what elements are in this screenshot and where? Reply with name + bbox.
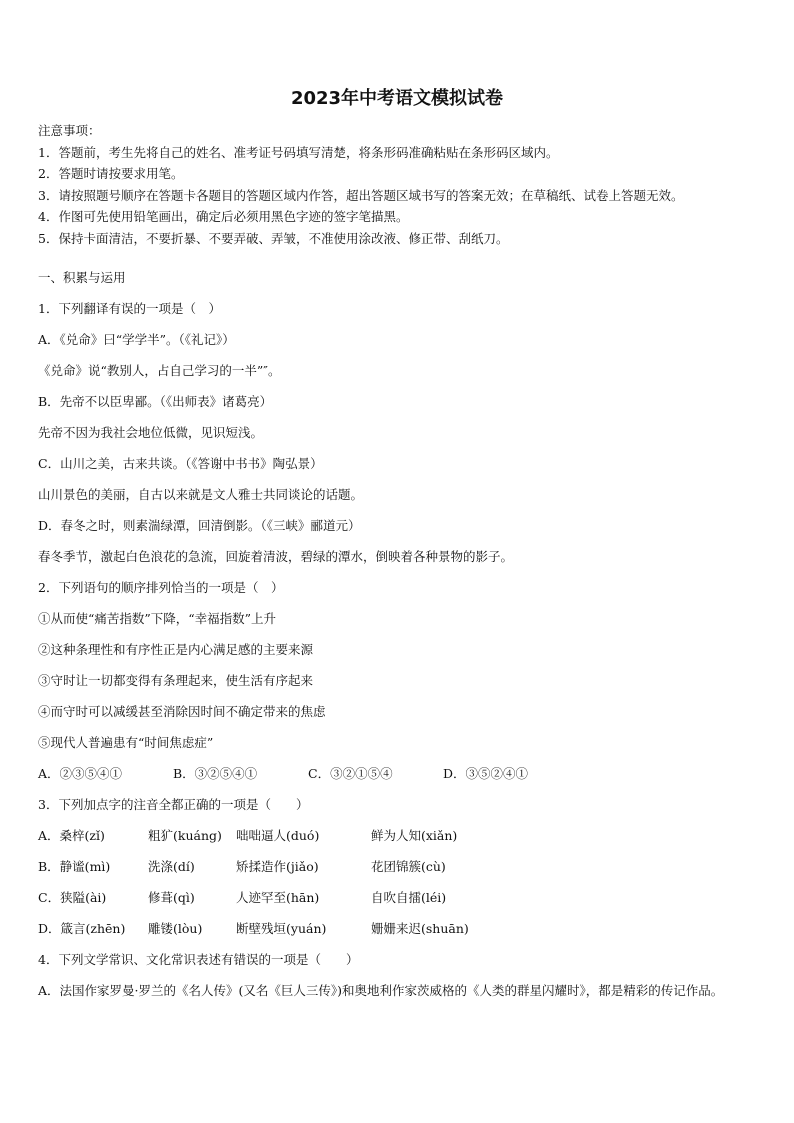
q2-line: ④而守时可以减缓甚至消除因时间不确定带来的焦虑 [38, 704, 326, 719]
q3-cell: 花团锦簇(cù) [371, 859, 446, 874]
q2-option-c: C．③②①⑤④ [308, 766, 393, 781]
notice-item: 3．请按照题号顺序在答题卡各题目的答题区域内作答，超出答题区域书写的答案无效；在草稿纸、试卷上答题无效。 [38, 187, 684, 203]
q3-cell: 咄咄逼人(duó) [236, 828, 320, 843]
q2-options [38, 758, 768, 789]
q3-cell: 鲜为人知(xiǎn) [371, 828, 458, 843]
q2-line: ②这种条理性和有序性正是内心满足感的主要来源 [38, 642, 314, 657]
notice-item: 2．答题时请按要求用笔。 [38, 166, 184, 181]
q3-cell: 人迹罕至(hān) [236, 890, 320, 905]
q2-option-a: A．②③⑤④① [38, 766, 123, 781]
q3-cell: 粗犷(kuáng) [148, 828, 222, 843]
q3-cell: C．狭隘(ài) [38, 890, 107, 905]
q3-cell: D．箴言(zhēn) [38, 921, 126, 936]
q3-option-row-a [38, 820, 768, 851]
q3-cell: A．桑梓(zǐ) [38, 828, 105, 843]
q3-cell: 自吹自擂(léi) [371, 890, 447, 905]
q2-line: ①从而使“痛苦指数”下降，“幸福指数”上升 [38, 611, 277, 626]
q3-cell: 矫揉造作(jiǎo) [236, 859, 319, 874]
q2-option-b: B．③②⑤④① [173, 766, 258, 781]
notice-item: 4．作图可先使用铅笔画出，确定后必须用黑色字迹的签字笔描黑。 [38, 209, 409, 224]
q3-cell: 姗姗来迟(shuān) [371, 921, 469, 936]
notice-heading: 注意事项： [38, 123, 101, 138]
notice-item: 1．答题前，考生先将自己的姓名、准考证号码填写清楚，将条形码准确粘贴在条形码区域内。 [38, 144, 559, 160]
section-heading: 一、积累与运用 [38, 270, 126, 285]
q3-cell: 修葺(qì) [148, 890, 195, 905]
exam-body [38, 262, 768, 1006]
q2-line: ③守时让一切都变得有条理起来，使生活有序起来 [38, 673, 314, 688]
q1-stem: 1．下列翻译有误的一项是（ ） [38, 301, 221, 316]
q3-option-row-d [38, 913, 768, 944]
q2-option-d: D．③⑤②④① [443, 766, 529, 781]
q1-line: 山川景色的美丽，自古以来就是文人雅士共同谈论的话题。 [38, 487, 364, 502]
q1-line: 春冬季节，激起白色浪花的急流，回旋着清波，碧绿的潭水，倒映着各种景物的影子。 [38, 549, 514, 564]
q1-line: B．先帝不以臣卑鄙。（《出师表》诸葛亮） [38, 394, 273, 409]
q3-option-row-b [38, 851, 768, 882]
notice-item: 5．保持卡面清洁，不要折暴、不要弄破、弄皱，不准使用涂改液、修正带、刮纸刀。 [38, 230, 509, 246]
page-title: 2023年中考语文模拟试卷 [290, 88, 504, 109]
q4-option-a: A．法国作家罗曼·罗兰的《名人传》(又名《巨人三传》)和奥地利作家茨威格的《人类的群星闪耀时》，都是精彩的传记作品。 [38, 983, 724, 998]
q2-line: ⑤现代人普遍患有“时间焦虑症” [38, 735, 214, 750]
q1-line: 先帝不因为我社会地位低微，见识短浅。 [38, 425, 264, 440]
q3-cell: 雕镂(lòu) [148, 921, 203, 936]
notice-block [38, 120, 768, 249]
q1-line: A．《兑命》曰“学学半”。（《礼记》） [38, 332, 235, 347]
q3-cell: 洗涤(dí) [148, 859, 195, 874]
q1-line: D．春冬之时，则素湍绿潭，回清倒影。（《三峡》郦道元） [38, 518, 361, 533]
q1-line: 《兑命》说“教别人，占自己学习的一半”″。 [38, 363, 281, 378]
q3-stem: 3．下列加点字的注音全都正确的一项是（ ） [38, 797, 309, 812]
q3-cell: B．静谧(mì) [38, 859, 111, 874]
q1-line: C．山川之美，古来共谈。（《答谢中书书》陶弘景） [38, 456, 323, 471]
q3-option-row-c [38, 882, 768, 913]
q3-cell: 断壁残垣(yuán) [236, 921, 327, 936]
q2-stem: 2．下列语句的顺序排列恰当的一项是（ ） [38, 580, 284, 595]
q4-stem: 4．下列文学常识、文化常识表述有错误的一项是（ ） [38, 952, 359, 967]
